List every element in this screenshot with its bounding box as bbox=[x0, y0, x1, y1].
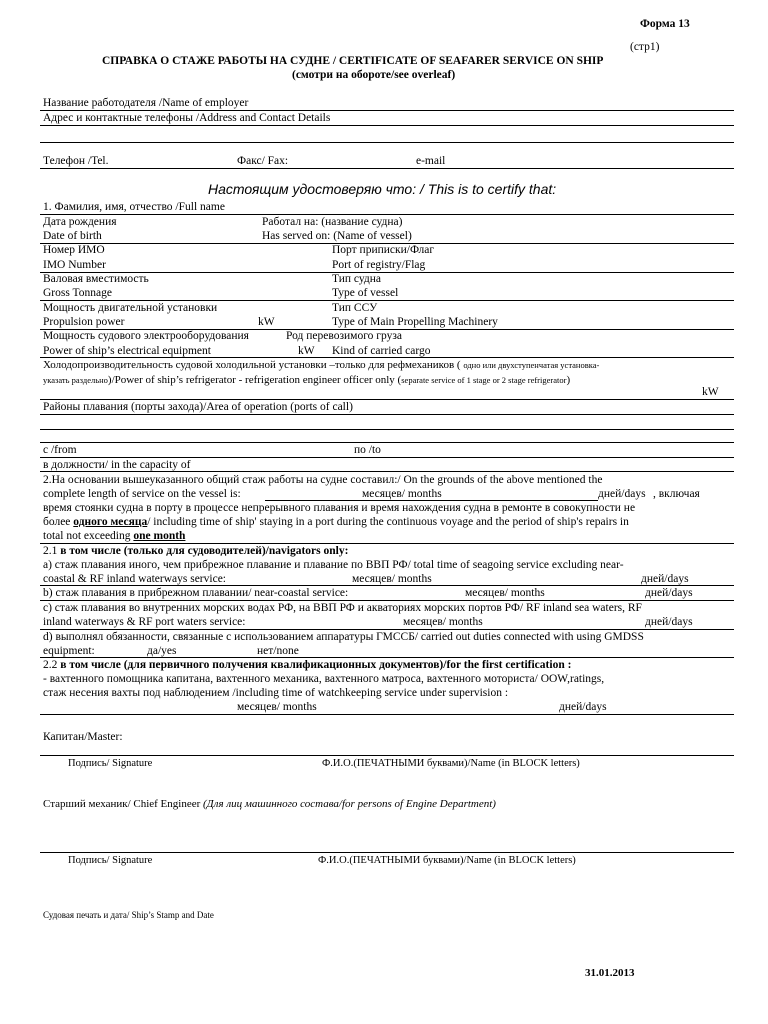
section2-line4: более одного месяца/ including time of ship' staying in a port during the continuous voyage and the period of ship's repairs in bbox=[43, 516, 629, 528]
section2-line5: total not exceeding one month bbox=[43, 530, 186, 542]
to-label: по /to bbox=[354, 444, 381, 456]
divider bbox=[40, 543, 734, 544]
divider bbox=[40, 457, 734, 458]
email-label: e-mail bbox=[416, 155, 446, 167]
signature-caption: Подпись/ Signature bbox=[68, 855, 153, 866]
elec-ru-label: Мощность судового электрооборудования bbox=[43, 330, 249, 342]
refrigeration-label: Холодопроизводительность судовой холодильной установки –только для рефмехаников ( одно или двухступенчатая установка- bbox=[43, 359, 600, 371]
divider bbox=[40, 714, 734, 715]
name-caption: Ф.И.О.(ПЕЧАТНЫМИ буквами)/Name (in BLOCK letters) bbox=[318, 855, 576, 866]
imo-en-label: IMO Number bbox=[43, 259, 106, 271]
days-label: дней/days bbox=[559, 701, 607, 713]
full-name-label: 1. Фамилия, имя, отчество /Full name bbox=[43, 201, 225, 213]
divider bbox=[40, 110, 734, 111]
days-label: дней/days bbox=[645, 587, 693, 599]
section22-line2: стаж несения вахты под наблюдением /including time of watchkeeping service under supervision : bbox=[43, 687, 509, 699]
phone-label: Телефон /Tel. bbox=[43, 155, 109, 167]
employer-name-label: Название работодателя /Name of employer bbox=[43, 97, 249, 109]
kw-unit: kW bbox=[258, 316, 275, 328]
section2-line2-label: complete length of service on the vessel is: bbox=[43, 488, 241, 500]
gt-en-label: Gross Tonnage bbox=[43, 287, 112, 299]
type-ru-label: Тип судна bbox=[332, 273, 382, 285]
port-ru-label: Порт приписки/Флаг bbox=[332, 244, 435, 256]
fax-label: Факс/ Fax: bbox=[237, 155, 289, 167]
divider bbox=[40, 125, 734, 126]
section2-line1: 2.На основании вышеуказанного общий стаж работы на судне составил:/ On the grounds of the above mentioned the bbox=[43, 474, 603, 486]
months-label: месяцев/ months bbox=[352, 573, 432, 585]
power-en-label: Propulsion power bbox=[43, 316, 125, 328]
dob-ru-label: Дата рождения bbox=[43, 216, 117, 228]
vessel-ru-label: Работал на: (название судна) bbox=[262, 216, 403, 228]
type-en-label: Type of vessel bbox=[332, 287, 399, 299]
master-label: Капитан/Master: bbox=[43, 731, 123, 743]
section21-heading: 2.1 в том числе (только для судоводителей)/navigators only: bbox=[43, 545, 349, 557]
signature-line bbox=[40, 755, 734, 756]
section21-a-line2: coastal & RF inland waterways service: bbox=[43, 573, 226, 585]
divider bbox=[40, 168, 734, 169]
elec-en-label: Power of ship’s electrical equipment bbox=[43, 345, 211, 357]
section22-heading: 2.2 в том числе (для первичного получения квалификационных документов)/for the first certification : bbox=[43, 659, 572, 671]
port-en-label: Port of registry/Flag bbox=[332, 259, 426, 271]
signature-line bbox=[40, 852, 734, 853]
no-label: нет/none bbox=[257, 645, 299, 657]
months-label: месяцев/ months bbox=[403, 616, 483, 628]
divider bbox=[40, 429, 734, 430]
divider bbox=[40, 600, 734, 601]
divider bbox=[40, 300, 734, 301]
ssu-en-label: Type of Main Propelling Machinery bbox=[332, 316, 498, 328]
ssu-ru-label: Тип ССУ bbox=[332, 302, 378, 314]
capacity-label: в должности/ in the capacity of bbox=[43, 459, 191, 471]
kw-unit: kW bbox=[298, 345, 315, 357]
gt-ru-label: Валовая вместимость bbox=[43, 273, 149, 285]
name-caption: Ф.И.О.(ПЕЧАТНЫМИ буквами)/Name (in BLOCK letters) bbox=[322, 758, 580, 769]
section21-c-line2: inland waterways & RF port waters service: bbox=[43, 616, 246, 628]
days-label: дней/days bbox=[598, 488, 646, 500]
section21-c-line1: с) стаж плавания во внутренних морских водах РФ, на ВВП РФ и акваториях морских портов РФ/ RF inland sea waters, RF bbox=[43, 602, 642, 614]
months-label: месяцев/ months bbox=[237, 701, 317, 713]
divider bbox=[40, 629, 734, 630]
refrigeration-label-2: указать раздельно)/Power of ship’s refrigerator - refrigeration engineer officer only (separate service of 1 stage or 2 stage refrigerator) bbox=[43, 374, 571, 386]
certify-statement: Настоящим удостоверяю что: / This is to certify that: bbox=[208, 181, 557, 197]
yes-label: да/yes bbox=[147, 645, 177, 657]
cargo-ru-label: Род перевозимого груза bbox=[286, 330, 402, 342]
months-label: месяцев/ months bbox=[362, 488, 442, 500]
power-ru-label: Мощность двигательной установки bbox=[43, 302, 218, 314]
chief-engineer-label: Старший механик/ Chief Engineer (Для лиц машинного состава/for persons of Engine Department) bbox=[43, 798, 496, 810]
page-marker: (стр1) bbox=[630, 41, 660, 53]
divider bbox=[40, 657, 734, 658]
including-label: , включая bbox=[653, 488, 700, 500]
from-label: с /from bbox=[43, 444, 77, 456]
form-date: 31.01.2013 bbox=[585, 967, 635, 979]
section21-b: b) стаж плавания в прибрежном плавании/ near-coastal service: bbox=[43, 587, 349, 599]
divider bbox=[40, 414, 734, 415]
section22-line1: - вахтенного помощника капитана, вахтенного механика, вахтенного матроса, вахтенного моториста/ OOW,ratings, bbox=[43, 673, 605, 685]
divider bbox=[40, 471, 734, 472]
section21-a-line1: а) стаж плавания иного, чем прибрежное плавание и плавание по ВВП РФ/ total time of seagoing service excluding near- bbox=[43, 559, 624, 571]
section2-line3: время стоянки судна в порту в процессе непрерывного плавания и время нахождения судна в ремонте в совокупности не bbox=[43, 502, 636, 514]
section21-d-line2: equipment: bbox=[43, 645, 95, 657]
document-subtitle: (смотри на обороте/see overleaf) bbox=[292, 69, 456, 81]
area-label: Районы плавания (порты захода)/Area of operation (ports of call) bbox=[43, 401, 353, 413]
days-label: дней/days bbox=[641, 573, 689, 585]
months-label: месяцев/ months bbox=[465, 587, 545, 599]
document-title: СПРАВКА О СТАЖЕ РАБОТЫ НА СУДНЕ / CERTIFICATE OF SEAFARER SERVICE ON SHIP bbox=[102, 55, 604, 67]
divider bbox=[40, 399, 734, 400]
section21-d-line1: d) выполнял обязанности, связанные с использованием аппаратуры ГМССБ/ carried out duties connected with using GMDSS bbox=[43, 631, 644, 643]
divider bbox=[40, 585, 734, 586]
form-number: Форма 13 bbox=[640, 18, 690, 30]
employer-address-label: Адрес и контактные телефоны /Address and Contact Details bbox=[43, 112, 331, 124]
divider bbox=[40, 442, 734, 443]
divider bbox=[40, 142, 734, 143]
cargo-en-label: Kind of carried cargo bbox=[332, 345, 431, 357]
dob-en-label: Date of birth bbox=[43, 230, 102, 242]
days-label: дней/days bbox=[645, 616, 693, 628]
divider bbox=[40, 357, 734, 358]
signature-caption: Подпись/ Signature bbox=[68, 758, 153, 769]
ship-stamp-label: Судовая печать и дата/ Ship’s Stamp and Date bbox=[43, 910, 214, 920]
divider bbox=[40, 214, 734, 215]
kw-unit: kW bbox=[702, 386, 719, 398]
imo-ru-label: Номер ИМО bbox=[43, 244, 105, 256]
vessel-en-label: Has served on: (Name of vessel) bbox=[262, 230, 412, 242]
